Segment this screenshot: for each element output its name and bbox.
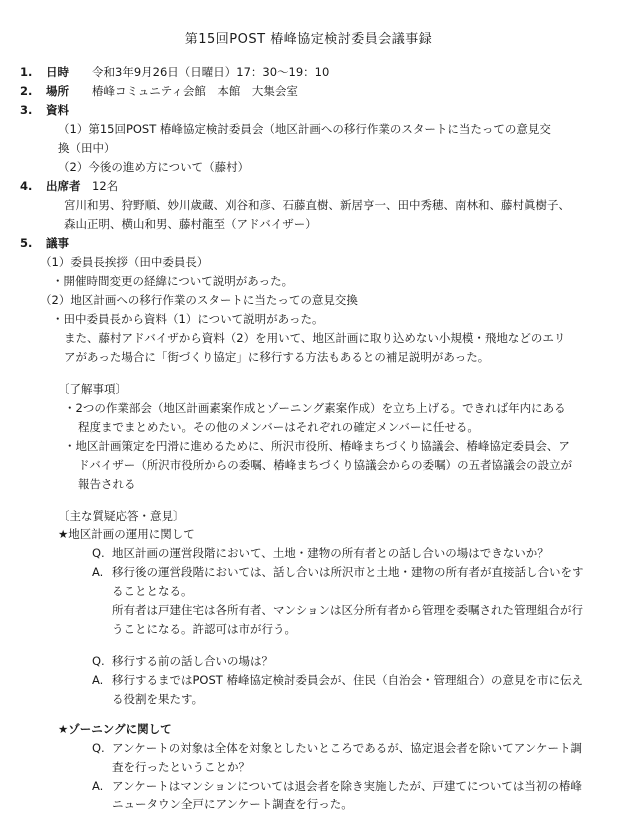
question-1 — [92, 544, 549, 563]
answer-text: 移行後の運営段階においては、話し合いは所沢市と土地・建物の所有者が直接話し合いをす — [112, 565, 584, 579]
attendee-count: 12名 — [92, 179, 119, 193]
material-item-1-cont: 換（田中） — [58, 141, 116, 155]
section-number: 5. — [20, 236, 33, 250]
agreed-item-2: ・地区計画策定を円滑に進めるために、所沢市役所、椿峰まちづくり協議会、椿峰協定委員会、ア — [64, 439, 570, 453]
section-label: 議事 — [46, 236, 69, 250]
agreed-items-heading: 〔了解事項〕 — [58, 382, 127, 396]
answer-1-cont-3: うことになる。許認可は市が行う。 — [112, 622, 296, 636]
section-agenda — [20, 234, 69, 253]
agreed-item-1: ・2つの作業部会（地区計画素案作成とゾーニング素案作成）を立ち上げる。できれば年内にある — [64, 401, 566, 415]
section-number: 2. — [20, 84, 33, 98]
answer-2 — [92, 671, 583, 690]
answer-3 — [92, 777, 582, 796]
answer-2-cont: る役割を果たす。 — [112, 692, 204, 706]
qa-heading: 〔主な質疑応答・意見〕 — [58, 509, 185, 523]
material-item-1: （1）第15回POST 椿峰協定検討委員会（地区計画への移行作業のスタートに当たっての意見交 — [58, 122, 551, 136]
agreed-item-2-cont-2: 報告される — [78, 477, 136, 491]
question-marker: Q. — [92, 546, 105, 560]
question-marker: Q. — [92, 741, 105, 755]
question-marker: Q. — [92, 654, 105, 668]
section-materials — [20, 101, 69, 120]
meeting-datetime: 令和3年9月26日（日曜日）17：30～19：10 — [92, 65, 330, 79]
answer-1-cont-2: 所有者は戸建住宅は各所有者、マンションは区分所有者から管理を委嘱された管理組合が行 — [112, 603, 583, 617]
meeting-place: 椿峰コミュニティ会館 本館 大集会室 — [92, 84, 298, 98]
section-number: 3. — [20, 103, 33, 117]
section-number: 1. — [20, 65, 33, 79]
attendee-list-line-1: 宮川和男、狩野順、妙川歳蔵、刈谷和彦、石藤直樹、新居亨一、田中秀穂、南林和、藤村眞樹子、 — [64, 198, 570, 212]
qa-topic-district-plan: ★地区計画の運用に関して — [58, 527, 195, 541]
question-text: アンケートの対象は全体を対象としたいところであるが、協定退会者を除いてアンケート調 — [112, 741, 582, 755]
agenda-item-2-detail-2: アがあった場合に「街づくり協定」に移行する方法もあるとの補足説明があった。 — [64, 350, 490, 364]
section-label: 出席者 — [46, 179, 81, 193]
answer-1-cont-1: ることとなる。 — [112, 584, 193, 598]
answer-text: 移行するまではPOST 椿峰協定検討委員会が、住民（自治会・管理組合）の意見を市に伝え — [112, 673, 583, 687]
answer-text: アンケートはマンションについては退会者を除き実施したが、戸建てについては当初の椿峰 — [112, 779, 582, 793]
question-3 — [92, 739, 582, 758]
qa-topic-zoning: ★ゾーニングに関して — [58, 722, 172, 736]
question-text: 地区計画の運営段階において、土地・建物の所有者との話し合いの場はできないか？ — [112, 546, 549, 560]
material-item-2: （2）今後の進め方について（藤村） — [58, 160, 250, 174]
question-text: 移行する前の話し合いの場は？ — [112, 654, 273, 668]
answer-1 — [92, 563, 584, 582]
agenda-item-2-note: ・田中委員長から資料（1）について説明があった。 — [52, 312, 324, 326]
agreed-item-2-cont-1: ドバイザー（所沢市役所からの委嘱、椿峰まちづくり協議会からの委嘱）の五者協議会の設立が — [78, 458, 573, 472]
section-label: 場所 — [46, 84, 69, 98]
answer-3-cont: ニュータウン全戸にアンケート調査を行った。 — [112, 797, 353, 811]
section-date — [20, 63, 329, 82]
agenda-item-1-note: ・開催時間変更の経緯について説明があった。 — [52, 274, 294, 288]
question-3-cont: 査を行ったということか？ — [112, 760, 250, 774]
answer-marker: A. — [92, 565, 104, 579]
agenda-item-2: （2）地区計画への移行作業のスタートに当たっての意見交換 — [40, 293, 358, 307]
answer-marker: A. — [92, 673, 104, 687]
agenda-item-1: （1）委員長挨拶（田中委員長） — [40, 255, 209, 269]
document-title: 第15回POST 椿峰協定検討委員会議事録 — [184, 32, 433, 47]
section-number: 4. — [20, 179, 33, 193]
answer-marker: A. — [92, 779, 104, 793]
question-2 — [92, 652, 273, 671]
agreed-item-1-cont: 程度までまとめたい。その他のメンバーはそれぞれの確定メンバーに任せる。 — [78, 420, 479, 434]
section-label: 資料 — [46, 103, 69, 117]
attendee-list-line-2: 森山正明、横山和男、藤村龍至（アドバイザー） — [64, 217, 317, 231]
section-place — [20, 82, 298, 101]
section-label: 日時 — [46, 65, 69, 79]
agenda-item-2-detail-1: また、藤村アドバイザから資料（2）を用いて、地区計画に取り込めない小規模・飛地などのエリ — [64, 331, 566, 345]
section-attendees — [20, 177, 118, 196]
